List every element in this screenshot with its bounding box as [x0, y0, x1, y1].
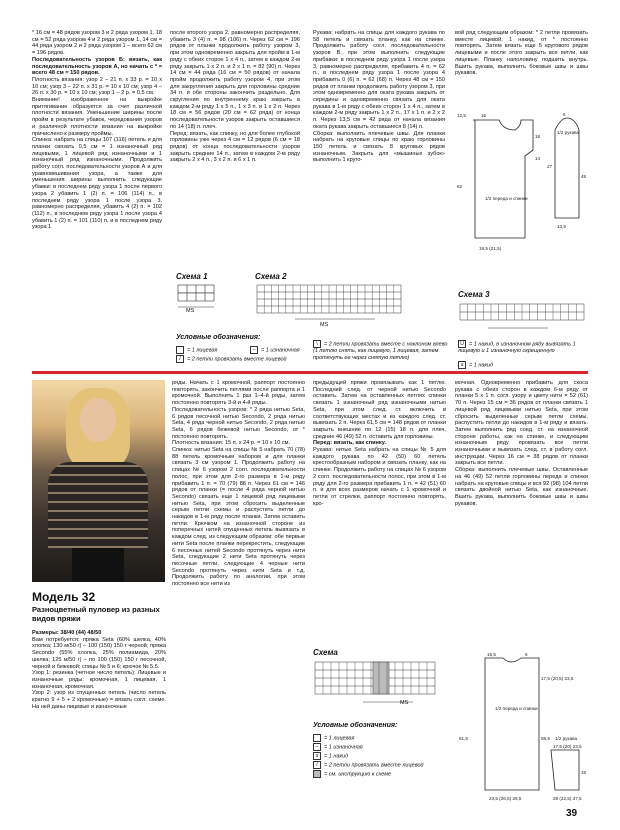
dim-label: 58,5: [541, 736, 550, 741]
dim-label: 16: [581, 770, 587, 775]
dim-label: 15,5: [487, 652, 496, 657]
paragraph: * 16 см = 48 рядов узором 3 и 2 ряда узором 1, 18 см = 52 ряда узором 4 и 2 ряда узором 1, 14 см = 44 ряда узором 2 и 2 ряда узором 1 – всего 62 см = 196 рядов.: [32, 30, 162, 57]
bottom-legend-item: / = 2 петли провязать вместе лицевой: [313, 761, 424, 769]
schema3-grid: [458, 302, 588, 336]
bottom-text-column-4: [455, 380, 588, 507]
yarn-over-symbol-icon: u: [458, 361, 466, 369]
yarn-over-symbol-icon: u: [313, 752, 321, 760]
legs-shape: [72, 548, 124, 582]
bottom-legend-item: = 1 лицевая: [313, 734, 354, 742]
top-legend-item: u = 1 накид: [458, 361, 588, 369]
dim-label: 27: [547, 164, 553, 169]
pattern-label-body: 1/2 переда и спинки: [485, 196, 528, 201]
paragraph: Перед: вязать, как спинку, но для более глубокой горловины уже через 4 см = 12 рядов (6 см = 18 рядов) от конца последовательности узоров закрыть средние 14 п., затем в каждом 2-м ряду закрыть 2 х 4 п., 3 х 2 п. и 6 х 1 п.: [170, 130, 300, 164]
paragraph: Узор 1: резинка (четное число петель): Лицевые и изнаночные ряды: кромочная, 1 лицевая, 1 изнаночная, кромочная.: [32, 670, 166, 690]
dim-label: 23,5 (26,5) 29,5: [489, 796, 522, 801]
bottom-schema-title: Схема: [313, 648, 338, 657]
paragraph: Узор 2: узор из спущенных петель (число петель кратно 9 + 5 + 2 кромочные) = вязать согл. схеме. На ней даны лицевые и изнаночные: [32, 690, 166, 710]
top-legend-item: = 1 лицевая: [176, 346, 246, 354]
bottom-legend-item: = см. инструкцию к схеме: [313, 770, 391, 778]
paragraph: Последовательность узоров Б: вязать, как последовательность узоров А, но начать с * = всего 48 см = 150 рядов.: [32, 56, 162, 77]
top-legend-item: – = 1 изнаночная: [250, 346, 320, 354]
bottom-legend-item: u = 1 накид: [313, 752, 348, 760]
paragraph: Рукава: нитью Seta набрать на спицы № 5 для каждого рукава по 42 (50) 60 петель крестообразным набором и связать планку, как на спинке. Продолжить работу на спицах № 6 узором 2 согл. последовательности полос, при этом в 1-м ряду для 2-го размера прибавить 1 п. = 42 (51) 60 п. и для всех размеров начать с 1 кромочной и петли от стрелки, раппорт постоянно повторять, кро-: [313, 447, 446, 507]
paragraph: Спинка: нитью Seta на спицы № 5 набрать 70 (78) 88 петель кромочным набором и для планки связать 3 см узором 1. Продолжить работу на спицах № 6 узором 2 согл. последовательности полос, при этом для 2-го размера в 1-м ряду прибавить 1 п. = 70 (79) 88 п. Через 61 см = 146 рядов от планки (= после 4 ряда черной нитью Secondo) связать еще 1 лицевой ряд лицевыми нитью Seta, при этом сбросить выделенные серым петли схемы и распустить петли до накидов в 1-м ряду после планки. Затем оставить петли. Крючком на изнаночной стороне из поперечных нитей спущенных петель вывязать в каждом след. из следующим образом: обе первые нити Seta после планки перекрестить, следующие 6 песочных нитей Secondo протянуть через нити Seta, следующие 2 нити Seta протянуть через песочные петли, следующие 4 черные нити Secondo протянуть через нити Seta и т.д. Продолжить работу по аналогии, при этом постоянно все нити из: [172, 447, 305, 588]
top-text-column-1: [32, 30, 162, 231]
ssk-symbol-icon: \: [313, 340, 321, 348]
schema1-grid: [176, 283, 226, 323]
sweater-shape: [48, 462, 148, 552]
pattern-label-sleeve: 1/2 рукава: [555, 736, 578, 741]
schema2-ms: MS: [320, 322, 329, 328]
top-legend-item: U = 1 накид, в изнаночном ряду вывязать 1 лицевую и 1 изнаночную скрещенную: [458, 341, 576, 354]
paragraph: Размеры: 38/40 (44) 48/50: [32, 630, 102, 636]
paragraph: Перед: вязать, как спинку.: [313, 440, 386, 447]
top-legend-item: \ = 2 петли провязать вместе с наклоном влево (1 петлю снять, как лицевую, 1 лицевая, затем протянуть ее через снятую петлю): [313, 341, 448, 361]
dim-label: 6: [525, 652, 528, 657]
paragraph: ряды. Начать с 1 кромочной, раппорт постоянно повторять, закончить петлями после раппорта и 1 кромочной. Выполнить 1 раз 1–4-й ряды, затем постоянно повторять 3-й и 4-й ряды.: [172, 380, 305, 407]
k2tog-symbol-icon: /: [313, 761, 321, 769]
bottom-pattern-diagram: [455, 650, 590, 805]
bottom-schema-ms: MS: [400, 700, 409, 706]
bottom-legend-item: – = 1 изнаночная: [313, 743, 363, 751]
paragraph: Сборка: выполнить плечевые швы. Для планки набрать на круговые спицы по краю горловины 150 петель и связать 8 круговых рядов изнаночным. Закрыть для «мышиных зубок» выполнить 1 круго-: [313, 130, 445, 164]
paragraph: после второго узора 2, равномерно распределяя, убавить 3 (4) п. = 98 (106) п. Через 62 см = 196 рядов от планки продолжить работу узором 3, при этом одновременно закрыть для пройм в 1-м ряду с обеих сторон 1 х 4 п., затем в каждом 2-м ряду закрыть 1 х 2 п. и 2 х 1 п. = 82 (90) п. Через 14 см = 44 ряда (16 см = 50 рядов) от начала пройм продолжить работу узором 4, при этом для закругления закрыть для горловины средние 34 п. и обе стороны закончить раздельно. Для скругления по внутреннему краю закрыть в каждом 2-м ряду 1 х 5 п., 1 х 3 п. и 1 х 2 п. Через 18 см = 56 рядов (20 см = 62 ряда) от конца последовательности узоров закрыть оставшиеся по 14 (18) п. плеч.: [170, 30, 300, 130]
top-pattern-diagram: [455, 108, 590, 278]
bottom-text-column-3: [313, 380, 446, 507]
dim-label: 61,5: [459, 736, 468, 741]
dim-label: 6: [563, 112, 566, 117]
top-text-column-3: [313, 30, 445, 164]
dim-label: 28 (32,5) 37,5: [553, 796, 582, 801]
paragraph: мочная. Одновременно прибавить для скоса рукава с обеих сторон в каждом 6-м ряду от планки 5 х 1 п. согл. узору и цвету нити = 52 (61) 70 п. Через 15 см = 36 рядов от планки связать 1 лицевой ряд лицевыми нитью Seta, при этом сбросить выделенные серым петли схемы, распустить петли до накидов в 1-м ряду и вязать. Затем выполнить ряд соед. ст. на изнаночной стороне работы, как на спинке, и следующим изнаночным ряду провязать все петли изнаночными и вывязать след. ст. в работу согл. инструкции. Через 16 см = 38 рядов от планки закрыть все петли.: [455, 380, 588, 467]
bottom-legend-title: Условные обозначения:: [313, 722, 398, 729]
dim-label: 62: [457, 184, 463, 189]
top-legend-title: Условные обозначения:: [176, 334, 261, 341]
paragraph: Сборка: выполнить плечевые швы. Оставленные на 46 (49) 52 петли горловины переда и спинки набрать на круговые спицы и вся 92 (98) 104 петли связать двойной нитью Seta, как изнаночные. Вшить рукава, выполнить боковые швы и швы рукавов.: [455, 467, 588, 507]
dim-label: 48: [581, 174, 587, 179]
knit-symbol-icon: [313, 734, 321, 742]
schema2-grid: [255, 283, 415, 325]
purl-symbol-icon: –: [313, 743, 321, 751]
page-number: 39: [566, 808, 578, 819]
purl-symbol-icon: –: [250, 346, 258, 354]
bottom-text-column-2: [172, 380, 305, 588]
bottom-text-column-1: [32, 630, 166, 710]
schema2-title: Схема 2: [255, 272, 287, 281]
pattern-label-body: 1/2 переда и спинки: [495, 706, 538, 711]
paragraph: вой ряд следующим образом: * 2 петли провязать вместе лицевой, 1 накид, от * постоянно повторять. Затем вязать еще 5 кругового рядов лицевыми и после этого закрыть все петли, как лицевые. Планку наполовину подшить внутрь. Вшить рукава, выполнить боковые швы и швы рукавов.: [455, 30, 588, 77]
model-subtitle: Разноцветный пуловер из разных видов пряжи: [32, 605, 160, 623]
bottom-schema-grid: [313, 660, 443, 708]
dim-label: 14: [535, 156, 541, 161]
paragraph: Вам потребуется: пряжа Seta (60% шелка, 40% хлопка; 130 м/50 г) – 100 (150) 150 г черной; пряжа Secondo (55% хлопка, 25% полиамида, 20% шелка; 125 м/50 г) – по 100 (150) 150 г песочной, черной и бежевой; спицы № 5 и 6; крючок № 5,5.: [32, 636, 166, 670]
schema3-title: Схема 3: [458, 290, 490, 299]
yarn-over-twisted-symbol-icon: U: [458, 340, 466, 348]
paragraph: Внимание! изображенное на выкройке притягивание образуется за счет различной плотности вязания. Уменьшение ширины после пройм в результате убавок, чередования узоров и различной плотности вязания на выкройке причислено к размеру проймы.: [32, 97, 162, 137]
dim-label: 17,5 (20) 23,5: [553, 744, 582, 749]
dim-label: 16: [481, 113, 487, 118]
pattern-label-sleeve: 1/2 рукава: [557, 130, 580, 135]
top-text-column-4: [455, 30, 588, 77]
special-stitch-symbol-icon: [313, 770, 321, 778]
dim-label: 19,5 (21,5): [479, 246, 502, 251]
section-divider: [32, 371, 588, 374]
k2tog-symbol-icon: /: [176, 355, 184, 363]
model-title: Модель 32: [32, 590, 96, 604]
dim-label: 18: [535, 134, 541, 139]
top-text-column-2: [170, 30, 300, 164]
paragraph: Плотность вязания: узор 2 – 21 п. х 33 р. = 10 х 10 см; узор 3 – 22 п. х 31 р. = 10 х 10 см; узор 4 – 26 п. х 30 р. = 10 х 10 см; узор 1 – 2 р. = 0,5 см.: [32, 76, 162, 97]
schema1-ms: MS: [186, 308, 195, 314]
paragraph: Рукава: набрать на спицы для каждого рукава по 58 петель и связать планку, как на спинке. Продолжить работу согл. последовательности узоров В, при этом выполнить следующие прибавки: в последнем ряду узора 1 после узора 3, равномерно распределяя, прибавить 4 п. = 62 п., в последнем ряду узора 1 после узора 4 прибавить 0 (6) п. = 62 (68) п. Через 48 см = 150 рядов от планки продолжить работу узором 3, при этом одновременно для оката рукава закрыть от середины и одновременно связать для оката рукава в 1-м ряду с обеих сторон 1 х 4 п., затем в каждом 2-м ряду закрыть 1 х 2 п., 17 х 1 п. и 2 х 2 п. Через 13,5 см = 42 ряда от начала вязания оката рукава закрыть оставшиеся 8 (14) п.: [313, 30, 445, 130]
paragraph: Последовательность узоров: * 2 ряда нитью Seta, 6 рядов песочной нитью Secondo, 2 ряда нитью Seta, 4 ряда черной нитью Secondo, 2 ряда нитью Seta, 6 рядов бежевой нитью Secondo, от * постоянно повторять.: [172, 406, 305, 440]
schema1-title: Схема 1: [176, 272, 208, 281]
face-shape: [80, 398, 116, 442]
dim-label: 17,5 (20,5) 23,5: [541, 676, 574, 681]
paragraph: предыдущей пряжи провязывать как 1 петлю. Последний след. от черной нитью Secondo оставить. Затем на оставленных петлях спинки связать 1 изнаночный ряд изнаночными нитью Seta, при этом след. ст. включить в соответствующих местах и из каждого след. ст. вывязать 2 п. Через 61,5 см = 148 рядов от планки закрыть внешние по 12 (15) 18 п. для плеч, средние 46 (49) 52 п. оставить для горловины.: [313, 380, 446, 440]
dim-label: 12,5: [457, 113, 466, 118]
paragraph: Спинка: набрать на спицы 107 (116) петель и для планки связать 0,5 см = 1 изнаночный ряд лицевыми, 1 лицевой ряд изнаночными и 1 изнаночный ряд изнаночными. Продолжить работу согл. последовательности узоров А и для уравновешивания узора, а также для уменьшения ширины выполнить следующие убавки: в последнем ряду узора 1 после первого узора 2 убавить 1 (2) п. = 106 (114) п., в последнем ряду узора 1 после узора 3, равномерно распределяя, убавить 4 (2) п. = 102 (112) п., в последнем ряду узора 1 после узора 4 убавить 1 (2) п. = 101 (110) п. и в последнем ряду узора 1: [32, 137, 162, 231]
dim-label: 13,5: [557, 224, 566, 229]
paragraph: Плотность вязания: 15 п. х 24 р. = 10 х 10 см.: [172, 440, 291, 447]
model-photo: [32, 380, 165, 582]
knit-symbol-icon: [176, 346, 184, 354]
top-legend-item: / = 2 петли провязать вместе лицевой: [176, 355, 306, 363]
